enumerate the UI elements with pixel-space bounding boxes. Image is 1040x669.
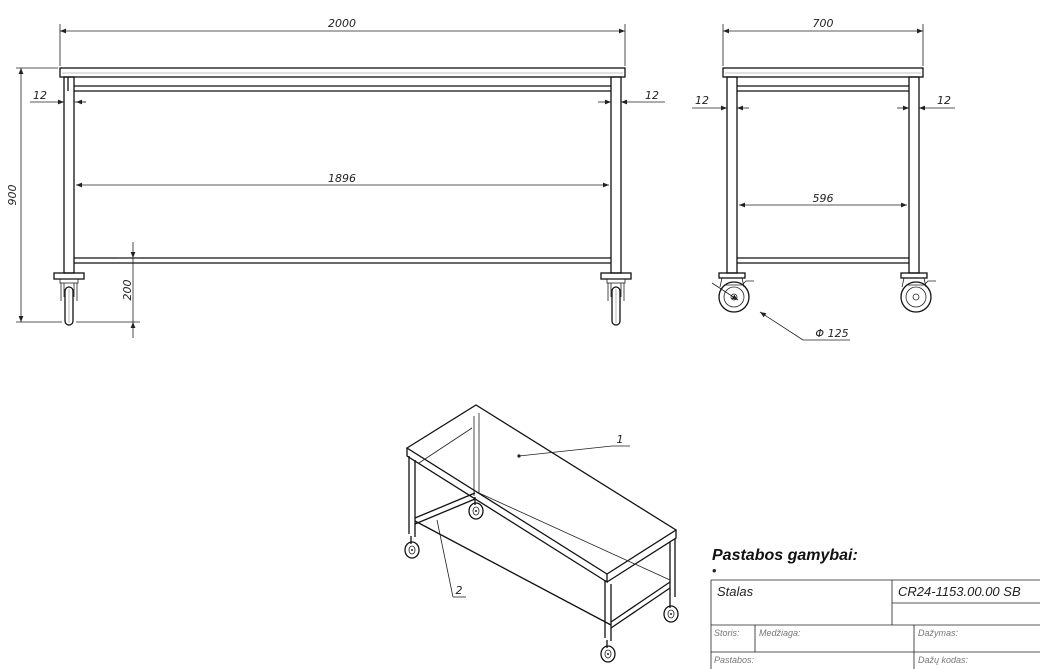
iso-caster-3	[601, 640, 615, 662]
iso-caster-1	[405, 536, 419, 558]
side-left-leg	[727, 77, 737, 273]
iso-tabletop	[407, 405, 676, 574]
dim-overall-depth: 700	[812, 17, 834, 30]
front-left-caster	[54, 273, 84, 325]
notes-title: Pastabos gamybai:	[712, 547, 858, 564]
front-right-caster	[601, 273, 631, 325]
paint-code-label: Dažų kodas:	[918, 655, 969, 665]
side-right-caster	[901, 273, 936, 312]
dim-height: 900	[6, 184, 19, 206]
side-right-leg	[909, 77, 919, 273]
front-tabletop	[60, 68, 625, 77]
side-dim-leg-left: 12	[695, 94, 709, 107]
front-left-leg	[64, 77, 74, 273]
front-right-leg	[611, 77, 621, 273]
balloon-2: 2	[455, 584, 463, 597]
side-dim-leg-right: 12	[937, 94, 951, 107]
front-view	[6, 17, 665, 338]
notes-label: Pastabos:	[714, 655, 755, 665]
balloon-1: 1	[616, 433, 624, 446]
side-tabletop	[723, 68, 923, 77]
dim-inner-depth: 596	[812, 192, 834, 205]
thickness-label: Storis:	[714, 628, 740, 638]
drawing-number: CR24-1153.00.00 SB	[898, 584, 1021, 599]
material-label: Medžiaga:	[759, 628, 801, 638]
notes-bullet: •	[712, 563, 717, 578]
side-left-caster	[719, 273, 754, 312]
iso-leg-back-right	[670, 539, 675, 600]
dim-inner-width: 1896	[328, 172, 356, 185]
iso-caster-4	[664, 600, 678, 622]
iso-leg-front-left	[409, 456, 415, 537]
title-name: Stalas	[717, 584, 754, 599]
dim-leg-right: 12	[645, 89, 659, 102]
dim-wheel-diameter: Φ 125	[815, 327, 849, 340]
dim-shelf-height: 200	[121, 279, 134, 301]
title-block	[711, 580, 1040, 669]
dim-overall-width: 2000	[328, 17, 356, 30]
iso-leg-front-right	[605, 580, 611, 641]
paint-label: Dažymas:	[918, 628, 959, 638]
side-view	[692, 17, 955, 340]
iso-leg-back-left	[474, 413, 479, 496]
dim-leg-left: 12	[33, 89, 47, 102]
isometric-view	[405, 405, 678, 662]
